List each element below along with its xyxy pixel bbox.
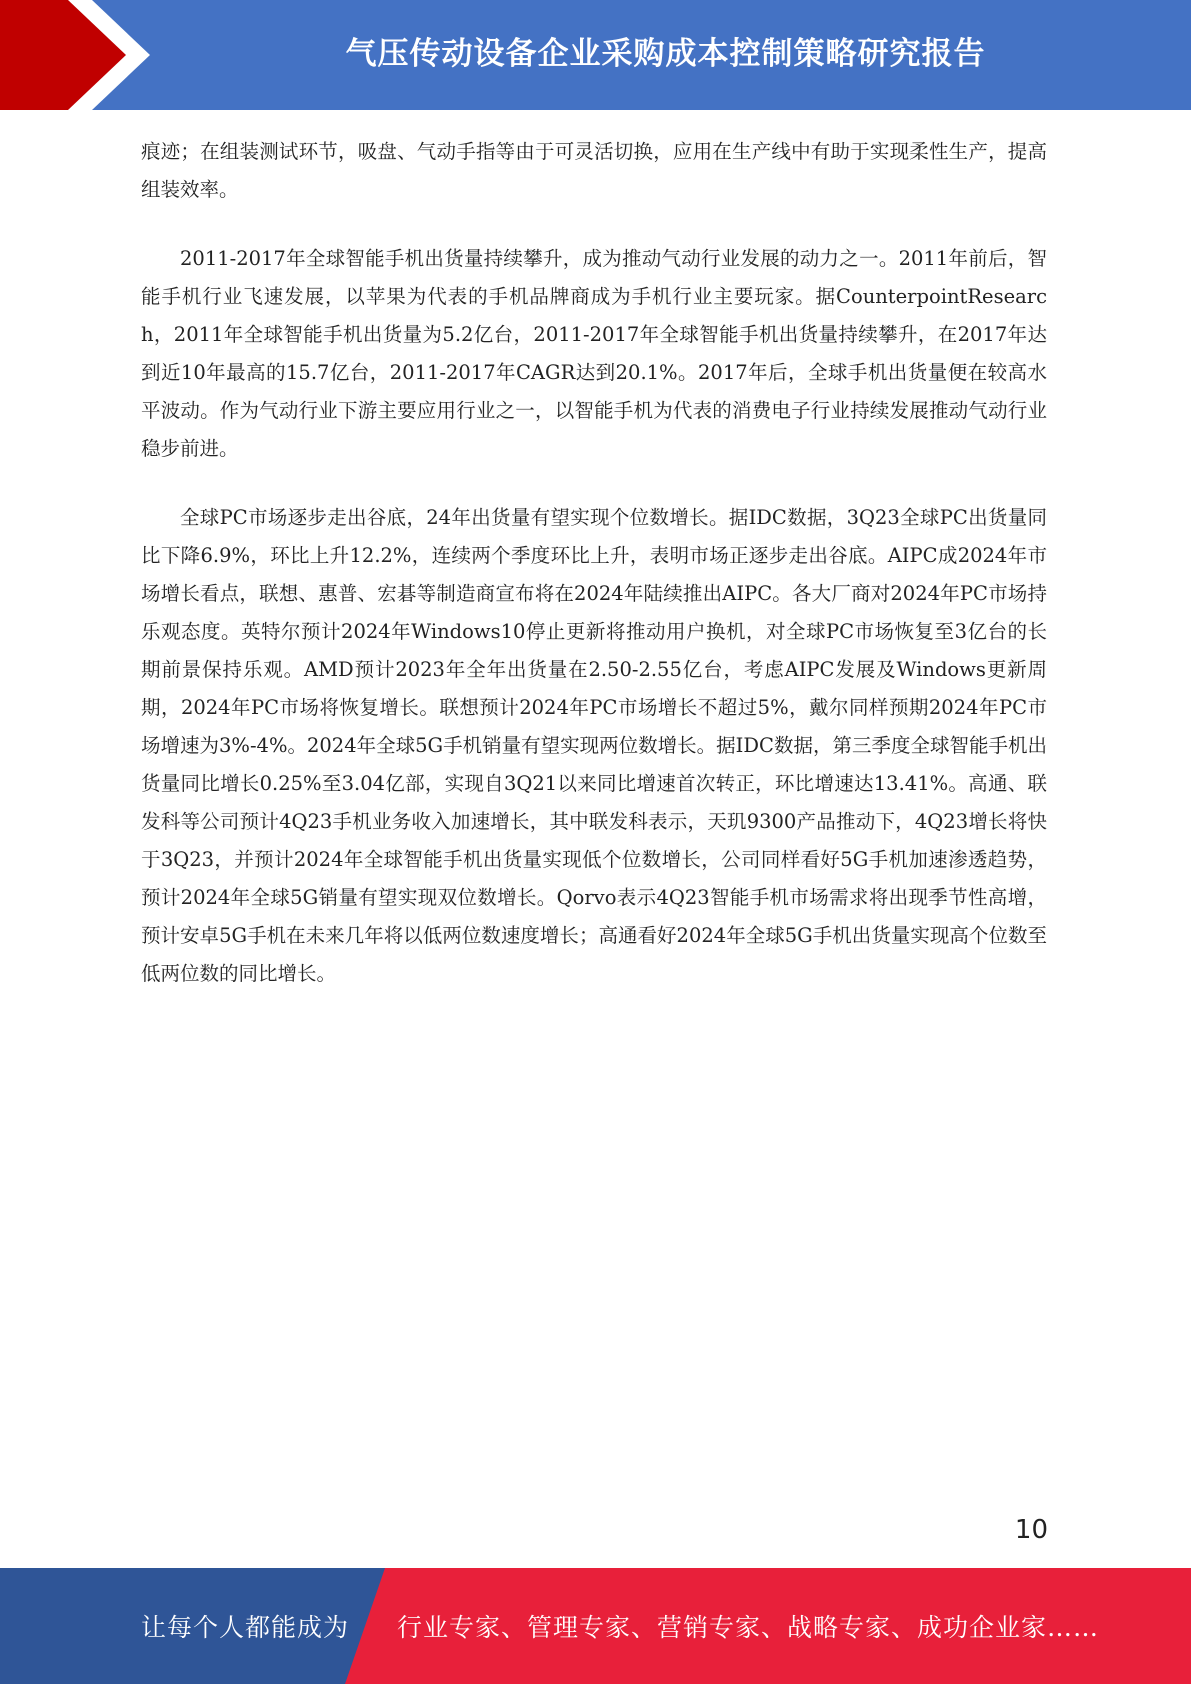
paragraph-pc-market: 全球PC市场逐步走出谷底，24年出货量有望实现个位数增长。据IDC数据，3Q23全球PC出货量同比下降6.9%，环比上升12.2%，连续两个季度环比上升，表明市场正逐步走出谷底。AIPC成2024年市场增长看点，联想、惠普、宏碁等制造商宣布将在2024年陆续推出AIPC。各大厂商对2024年PC市场持乐观态度。英特尔预计2024年Windows10停止更新将推动用户换机，对全球PC市场恢复至3亿台的长期前景保持乐观。AMD预计2023年全年出货量在2.50-2.55亿台，考虑AIPC发展及Windows更新周期，2024年PC市场将恢复增长。联想预计2024年PC市场增长不超过5%，戴尔同样预期2024年PC市场增速为3%-4%。2024年全球5G手机销量有望实现两位数增长。据IDC数据，第三季度全球智能手机出货量同比增长0.25%至3.04亿部，实现自3Q21以来同比增速首次转正，环比增速达13.41%。高通、联发科等公司预计4Q23手机业务收入加速增长，其中联发科表示，天玑9300产品推动下，4Q23增长将快于3Q23，并预计2024年全球智能手机出货量实现低个位数增长，公司同样看好5G手机加速渗透趋势，预计2024年全球5G销量有望实现双位数增长。Qorvo表示4Q23智能手机市场需求将出现季节性高增，预计安卓5G手机在未来几年将以低两位数速度增长；高通看好2024年全球5G手机出货量实现高个位数至低两位数的同比增长。: [141, 506, 1047, 985]
header-chevron-decoration: [0, 0, 160, 110]
body-text: [141, 133, 1047, 1024]
paragraph-smartphone-shipments: 2011-2017年全球智能手机出货量持续攀升，成为推动气动行业发展的动力之一。2011年前后，智能手机行业飞速发展，以苹果为代表的手机品牌商成为手机行业主要玩家。据CounterpointResearch，2011年全球智能手机出货量为5.2亿台，2011-2017年全球智能手机出货量持续攀升，在2017年达到近10年最高的15.7亿台，2011-2017年CAGR达到20.1%。2017年后，全球手机出货量便在较高水平波动。作为气动行业下游主要应用行业之一，以智能手机为代表的消费电子行业持续发展推动气动行业稳步前进。: [141, 247, 1047, 460]
page-header: [0, 0, 1191, 110]
footer-slogan-right: 行业专家、管理专家、营销专家、战略专家、成功企业家……: [397, 1613, 1100, 1642]
footer-slogan-left: 让每个人都能成为: [141, 1613, 350, 1642]
paragraph-continuation: 痕迹；在组装测试环节，吸盘、气动手指等由于可灵活切换，应用在生产线中有助于实现柔性生产，提高组装效率。: [141, 140, 1047, 201]
report-title: 气压传动设备企业采购成本控制策略研究报告: [345, 35, 986, 72]
page-footer: [0, 1568, 1191, 1684]
page-number: 10: [1014, 1515, 1048, 1545]
